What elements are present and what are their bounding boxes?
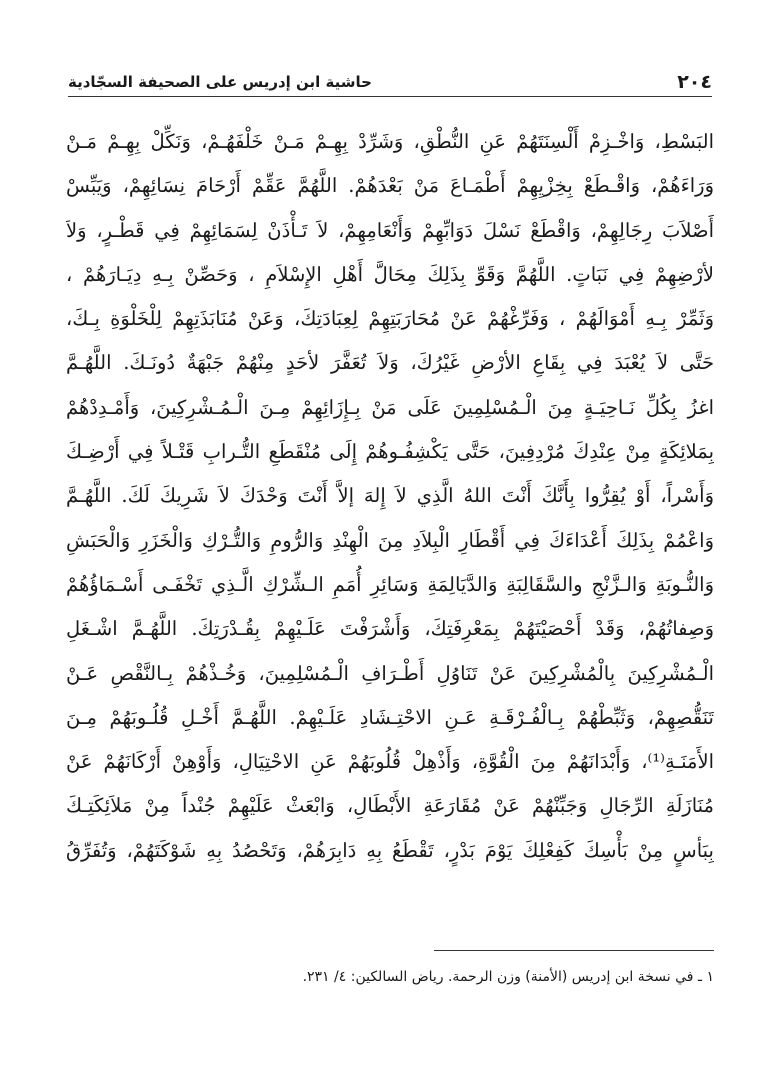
text-line: الْـمُشْرِكِينَ بِالْمُشْرِكِينَ عَنْ تَنَاوُلِ أَطْـرَافِ الْـمُسْلِمِينَ، وَخُـذْهُمْ بِـالنَّقْصِ عَـنْ [66, 661, 714, 685]
text-line: حَتَّى لاَ يُعْبَدَ فِي بِقَاعِ الأرْضِ غَيْرُكَ، وَلاَ تُعَفَّرَ لأحَدٍ مِنْهُمْ جَبْهَةٌ دُونَـكَ. اللَّهُـمَّ [66, 351, 714, 375]
text-line: تَنَقُّصِهِمْ، وَثَبِّطْهُمْ بِـالْفُـرْقَـةِ عَـنِ الاحْتِـشَادِ عَلَـيْهِمْ. اللَّهُـمَّ أَخْـلِ قُلُـوبَهُمْ مِـنَ [66, 705, 714, 729]
text-line: اغزُ بِكُلِّ نَـاحِيَـةٍ مِنَ الْـمُسْلِمِينَ عَلَى مَنْ بِـإِزَائِهِمْ مِـنَ الْـمُـشْرِكِينَ، وَأَمْـدِدْهُمْ [66, 395, 714, 419]
page-header [68, 60, 712, 94]
text-line: مُنَازَلَةِ الرِّجَالِ وَجَبِّنْهُمْ عَنْ مُقَارَعَةِ الأَبْطَالِ، وَابْعَثْ عَلَيْهِمْ جُنْداً مِنْ مَلاَئِكَتِـكَ [66, 794, 714, 818]
text-line: البَسْطِ، وَاخْـزِمْ أَلْسِنَتَهُمْ عَنِ النُّطْقِ، وَشَرِّدْ بِهِـمْ مَـنْ خَلْفَهُـمْ، وَنَكِّلْ بِهِـمْ مَـنْ [66, 130, 714, 153]
page-number: ٢٠٤ [677, 71, 712, 93]
text-line: أَصْلاَبَ رِجَالِهِمْ، وَاقْطَعْ نَسْلَ دَوَابِّهِمْ وَأَنْعَامِهِمْ، لاَ تَـأْذَنْ لِسَمَائِهِمْ فِي قَطْـرٍ، وَلاَ [66, 218, 714, 242]
text-line: بِبَأسٍ مِنْ بَأْسِكَ كَفِعْلِكَ يَوْمَ بَدْرٍ، تَقْطَعُ بِهِ دَابِرَهُمْ، وَتَحْصُدُ بِهِ شَوْكَتَهُمْ، وَتُفَرِّقُ [66, 838, 714, 862]
footnote-divider [434, 950, 714, 951]
text-line: وَالنُّـوبَةِ وَالـزَّنْجِ والسَّقَالِبَةِ وَالدَّيَالِمَةِ وَسَائِرِ أُمَمِ الـشِّرْكِ الَّـذِي تَخْفَـى أَسْـمَاؤُهُمْ [66, 572, 714, 596]
text-line: وَصِفاتُهُمْ، وَقَدْ أَحْصَيْتَهُمْ بِمَعْرِفَتِكَ، وَأَشْرَفْتَ عَلَـيْهِمْ بِقُـدْرَتِكَ. اللَّهُـمَّ اشْـغَلِ [66, 617, 714, 641]
body-text [66, 120, 714, 873]
text-line: وَاعْمُمْ بِذَلِكَ أَعْدَاءَكَ فِي أَقْطَارِ الْبِلاَدِ مِنَ الْهِنْدِ وَالرُّومِ وَالتُّـرْكِ وَالْخَزَرِ وَالْحَبَشِ [66, 528, 714, 552]
header-divider [68, 96, 712, 97]
text-line: وَرَاءَهُمْ، وَاقْـطَعْ بِخِزْيِهِمْ أَطْمَـاعَ مَنْ بَعْدَهُمْ. اللَّهُمَّ عَقِّمْ أَرْحَامَ نِسَائِهِمْ، وَيَبِّسْ [66, 174, 714, 198]
running-title: حاشية ابن إدريس على الصحيفة السجّادية [68, 73, 372, 91]
footnote: ١ ـ في نسخة ابن إدريس (الأمنة) وزن الرحمة. رياض السالكين: ٤/ ٢٣١. [302, 969, 714, 985]
text-line: الأَمَنَـةِ⁽¹⁾، وَأَبْدَانَهُمْ مِنَ الْقُوَّةِ، وَأَذْهِلْ قُلُوبَهُمْ عَنِ الاحْتِيَالِ، وَأَوْهِنْ أَرْكَانَهُمْ عَنْ [66, 750, 714, 774]
text-line: لأرْضِهِمْ فِي نَبَاتٍ. اللَّهُمَّ وَقَوِّ بِذَلِكَ مِحَالَّ أَهْلِ الإِسْلاَمِ ، وَحَصِّنْ بِـهِ دِيَـارَهُمْ ، [66, 262, 714, 286]
text-line: وَأَسْراً، أَوْ يُقِرُّوا بِأَنَّكَ أَنْتَ اللهُ الَّذِي لاَ إِلهَ إلاَّ أَنْتَ وَحْدَكَ لاَ شَرِيكَ لَكَ. اللَّهُـمَّ [66, 484, 714, 508]
text-line: بِمَلائِكَةٍ مِنْ عِنْدِكَ مُرْدِفِينَ، حَتَّى يَكْشِفُـوهُمْ إِلَى مُنْقَطَعِ التُّـرابِ قَتْـلاً فِي أَرْضِـكَ [66, 440, 714, 464]
text-line: وَثَمِّرْ بِـهِ أَمْوَالَهُمْ ، وَفَرِّغْهُمْ عَنْ مُحَارَبَتِهِمْ لِعِبَادَتِكَ، وَعَنْ مُنَابَذَتِهِمْ لِلْخَلْوَةِ بِـكَ، [66, 307, 714, 331]
